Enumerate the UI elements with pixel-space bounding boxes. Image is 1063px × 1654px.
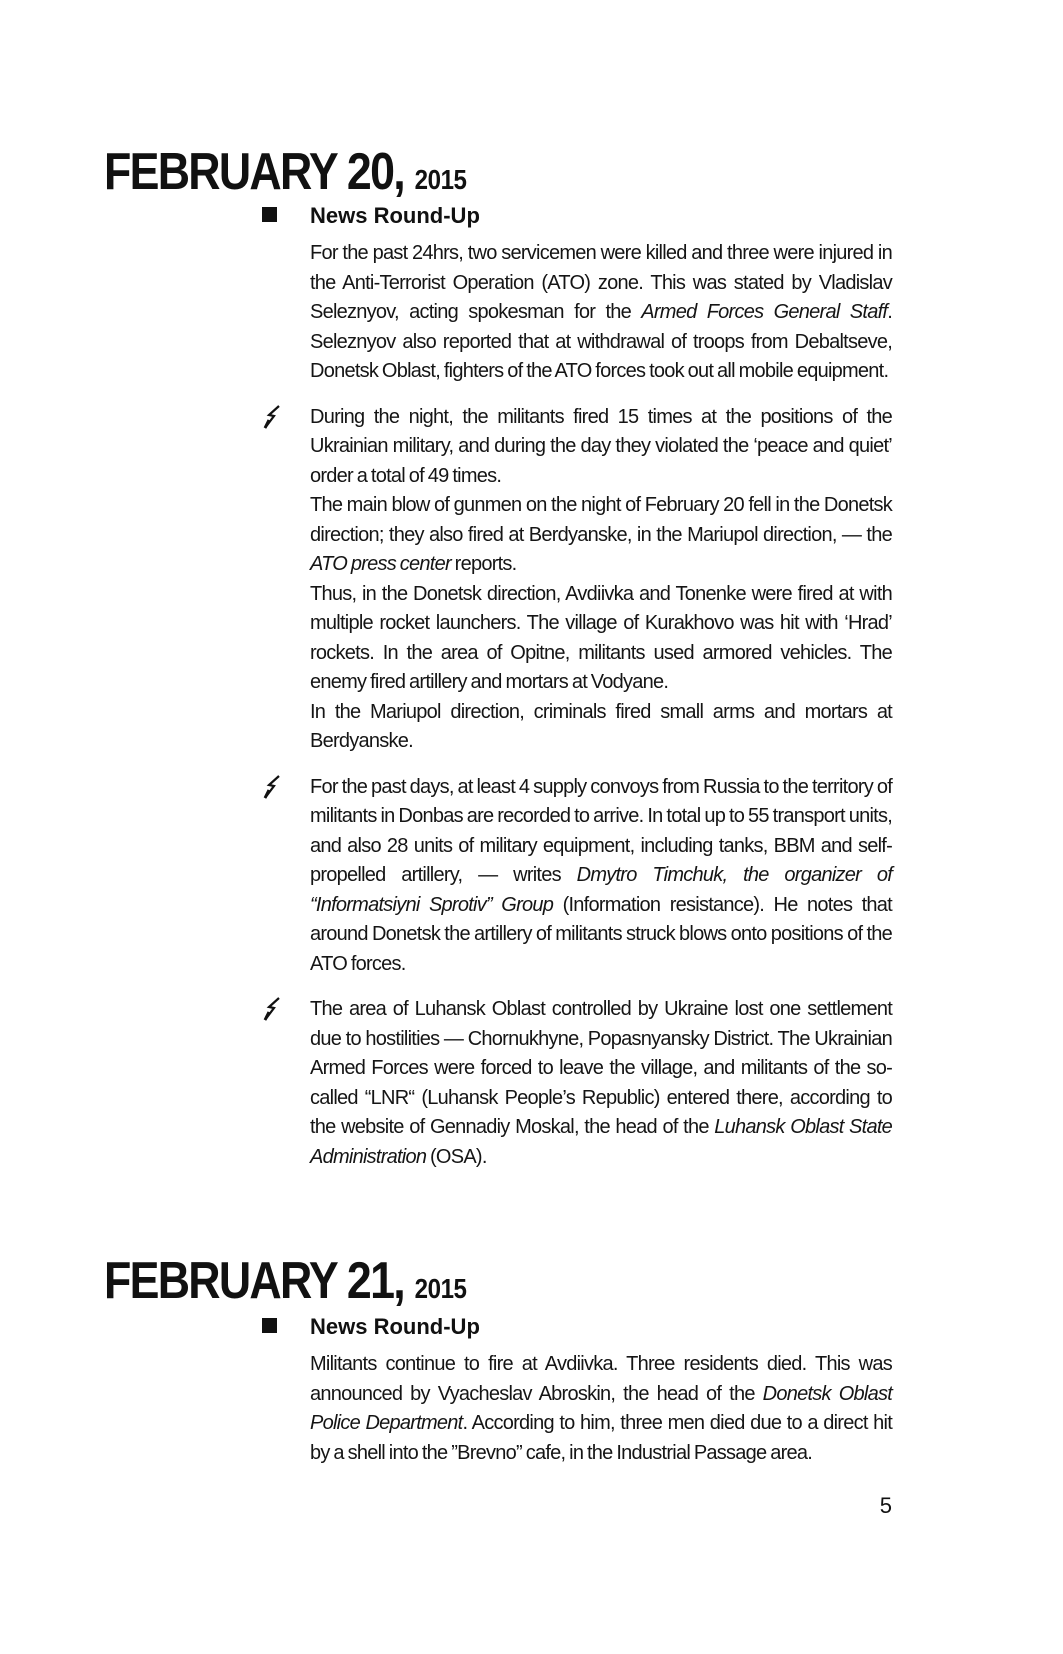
page-number: 5 [879, 1493, 892, 1518]
text-run: During the night, the militants fired 15 times at the positions of the Ukrainian military, and during the day they violated the ‘peace and quiet’ order a total of 49 times. [310, 405, 892, 487]
text-run: reports. [450, 553, 517, 575]
text-run: For the past days, at least 4 supply convoys from Russia to the territory of militants in Donbas are recorded to arrive. In total up to 55 transport units, and also 28 units of military equipment, including tanks, BBM and self-propelled artillery, — writes [310, 775, 892, 886]
date-heading-feb-21 [104, 1252, 467, 1310]
paragraph [310, 995, 892, 1172]
text-run: . Seleznyov also reported that at withdrawal of troops from Debaltseve, Donetsk Oblast, fighters of the ATO forces took out all mobile equipment. [310, 301, 892, 382]
date-heading-text: FEBRUARY 21, [104, 1252, 404, 1310]
day-section-feb-21 [262, 1312, 892, 1468]
round-up-body [310, 239, 892, 387]
italic-source: Luhansk Oblast State Administration [310, 1116, 892, 1168]
paragraph [310, 580, 892, 698]
news-round-up-entry [262, 201, 892, 387]
date-heading-text: FEBRUARY 20, [104, 143, 404, 201]
round-up-title: News Round-Up [310, 1314, 480, 1339]
square-bullet-icon [262, 207, 277, 222]
lightning-bolt-icon [262, 997, 282, 1021]
paragraph [310, 239, 892, 387]
round-up-body [310, 1350, 892, 1468]
text-run: In the Mariupol direction, criminals fired small arms and mortars at Berdyanske. [310, 700, 892, 752]
text-run: Thus, in the Donetsk direction, Avdiivka and Tonenke were fired at with multiple rocket launchers. The village of Kurakhovo was hit with ‘Hrad’ rockets. In the area of Opitne, militants used armored vehicles. The enemy fired artillery and mortars at Vodyane. [310, 582, 892, 693]
text-run: For the past 24hrs, two servicemen were killed and three were injured in the Anti-Terrorist Operation (ATO) zone. This was stated by Vladislav Seleznyov, acting spokesman for the [310, 242, 892, 323]
news-round-up-entry [262, 1312, 892, 1468]
text-run: The area of Luhansk Oblast controlled by Ukraine lost one settlement due to hostilities — Chornukhyne, Popasnyansky District. The Ukrainian Armed Forces were forced to leave the village, and militants of the so-called “LNR“ (Luhansk People’s Republic) entered there, according to the website of Gennadiy Moskal, the head of the [310, 998, 892, 1138]
news-item [262, 403, 892, 757]
paragraph [310, 403, 892, 492]
paragraph [310, 698, 892, 757]
news-item [262, 773, 892, 980]
date-heading-feb-20 [104, 143, 467, 201]
lightning-bolt-icon [262, 405, 282, 429]
paragraph [310, 491, 892, 580]
day-section-feb-20 [262, 201, 892, 1172]
lightning-bolt-icon [262, 775, 282, 799]
square-bullet-icon [262, 1318, 277, 1333]
news-item [262, 995, 892, 1172]
italic-source: ATO press center [310, 553, 451, 575]
paragraph [310, 1350, 892, 1468]
paragraph [310, 773, 892, 980]
text-run: (Information resistance). He notes that around Donetsk the artillery of militants struck blows onto positions of the ATO forces. [310, 893, 892, 975]
date-heading-year: 2015 [414, 1273, 467, 1304]
italic-source: Dmytro Timchuk, the organizer of “Informatsiyni Sprotiv” Group [310, 864, 892, 916]
italic-source: Armed Forces General Staff [641, 301, 888, 323]
text-run: The main blow of gunmen on the night of February 20 fell in the Donetsk direction; they also fired at Berdyanske, in the Mariupol direction, — the [310, 494, 892, 546]
text-run: Militants continue to fire at Avdiivka. Three residents died. This was announced by Vyacheslav Abroskin, the head of the [310, 1353, 892, 1405]
date-heading-year: 2015 [414, 164, 467, 195]
italic-source: Donetsk Oblast Police Department [310, 1382, 892, 1434]
round-up-title: News Round-Up [310, 203, 480, 228]
text-run: (OSA). [426, 1145, 487, 1168]
text-run: . According to him, three men died due to a direct hit by a shell into the ”Brevno” cafe, in the Industrial Passage area. [310, 1412, 892, 1464]
